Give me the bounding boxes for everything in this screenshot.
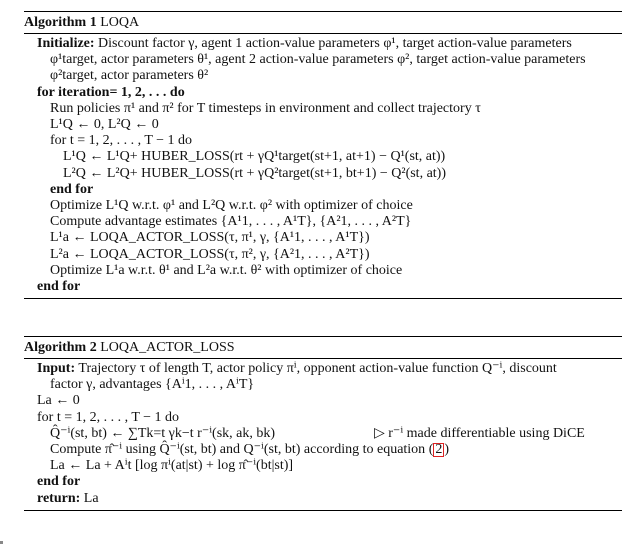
huber-loss-2-line: L²Q ← L²Q+ HUBER_LOSS(rt + γQ²target(st+1, bt+1) − Q²(st, at))	[63, 165, 446, 181]
init-line	[24, 36, 622, 52]
return-line	[24, 491, 622, 507]
return-value: La	[83, 490, 99, 506]
init-line-2: φ¹target, actor parameters θ¹, agent 2 action-value parameters φ², target action-value parameters	[50, 52, 586, 68]
input-text-1: Trajectory τ of length T, actor policy πⁱ, opponent action-value function Q⁻ⁱ, discount	[78, 361, 557, 376]
return-keyword: return:	[37, 490, 81, 506]
for-t-line: for t = 1, 2, . . . , T − 1 do	[37, 409, 180, 425]
init-line-3: φ²target, actor parameters θ²	[50, 68, 209, 84]
algorithm-1-label: Algorithm 1	[24, 15, 97, 30]
end-for-line: end for	[37, 474, 81, 490]
input-line	[24, 361, 622, 377]
qhat-expression: Q̂⁻ⁱ(st, bt) ← ∑Tk=t γk−t r⁻ⁱ(sk, ak, bk)	[50, 425, 276, 441]
end-for-outer-line: end for	[37, 279, 81, 295]
algorithm-2-body	[24, 359, 622, 510]
qhat-line	[24, 426, 622, 442]
algorithm-2-name: LOQA_ACTOR_LOSS	[100, 340, 235, 355]
page-corner-mark	[0, 541, 3, 544]
algorithm-1-name: LOQA	[100, 15, 140, 30]
init-keyword: Initialize:	[37, 36, 95, 51]
actor-loss-2-line: L²a ← LOQA_ACTOR_LOSS(τ, π², γ, {A²1, . . . , A²T})	[50, 246, 370, 262]
init-loss-line: L¹Q ← 0, L²Q ← 0	[50, 117, 159, 133]
actor-loss-1-line: L¹a ← LOQA_ACTOR_LOSS(τ, π¹, γ, {A¹1, . . . , A¹T})	[50, 230, 370, 246]
advantage-line: Compute advantage estimates {A¹1, . . . , A¹T}, {A²1, . . . , A²T}	[50, 214, 412, 230]
init-la-line: La ← 0	[37, 393, 80, 409]
for-iteration-line: for iteration= 1, 2, . . . do	[37, 84, 185, 100]
compute-pi-text: Compute π̂⁻ⁱ using Q̂⁻ⁱ(st, bt) and Q⁻ⁱ(st, bt) according to equation	[50, 442, 426, 458]
dice-comment: ▷ r⁻ⁱ made differentiable using DiCE	[374, 425, 585, 441]
input-keyword: Input:	[37, 361, 76, 376]
algorithm-2-label: Algorithm 2	[24, 340, 97, 355]
huber-loss-1-line: L¹Q ← L¹Q+ HUBER_LOSS(rt + γQ¹target(st+1, at+1) − Q¹(st, at))	[63, 149, 446, 165]
algorithm-1-caption	[24, 12, 622, 33]
algorithm-2-caption	[24, 337, 622, 358]
run-policies-line: Run policies π¹ and π² for T timesteps in environment and collect trajectory τ	[50, 100, 481, 116]
algorithm-2-box	[24, 336, 622, 511]
init-text-1: Discount factor γ, agent 1 action-value parameters φ¹, target action-value parameters	[98, 36, 572, 51]
bottom-rule	[24, 298, 622, 299]
for-t-line: for t = 1, 2, . . . , T − 1 do	[50, 133, 193, 149]
algorithm-1-box	[24, 11, 622, 299]
la-update-line: La ← La + Aⁱt [log πⁱ(at|st) + log π̂⁻ⁱ(bt|st)]	[50, 458, 294, 474]
optimize-actor-line: Optimize L¹a w.r.t. θ¹ and L²a w.r.t. θ² with optimizer of choice	[50, 262, 403, 278]
optimize-q-line: Optimize L¹Q w.r.t. φ¹ and L²Q w.r.t. φ² with optimizer of choice	[50, 198, 413, 214]
algorithm-1-body	[24, 34, 622, 298]
input-line-2: factor γ, advantages {Aⁱ1, . . . , AⁱT}	[50, 377, 255, 393]
bottom-rule	[24, 510, 622, 511]
end-for-inner-line: end for	[50, 181, 94, 197]
compute-pi-line: Compute π̂⁻ⁱ using Q̂⁻ⁱ(st, bt) and Q⁻ⁱ(st, bt) according to equation ( 2 )	[50, 442, 450, 458]
equation-reference-link[interactable]: 2	[435, 442, 443, 458]
